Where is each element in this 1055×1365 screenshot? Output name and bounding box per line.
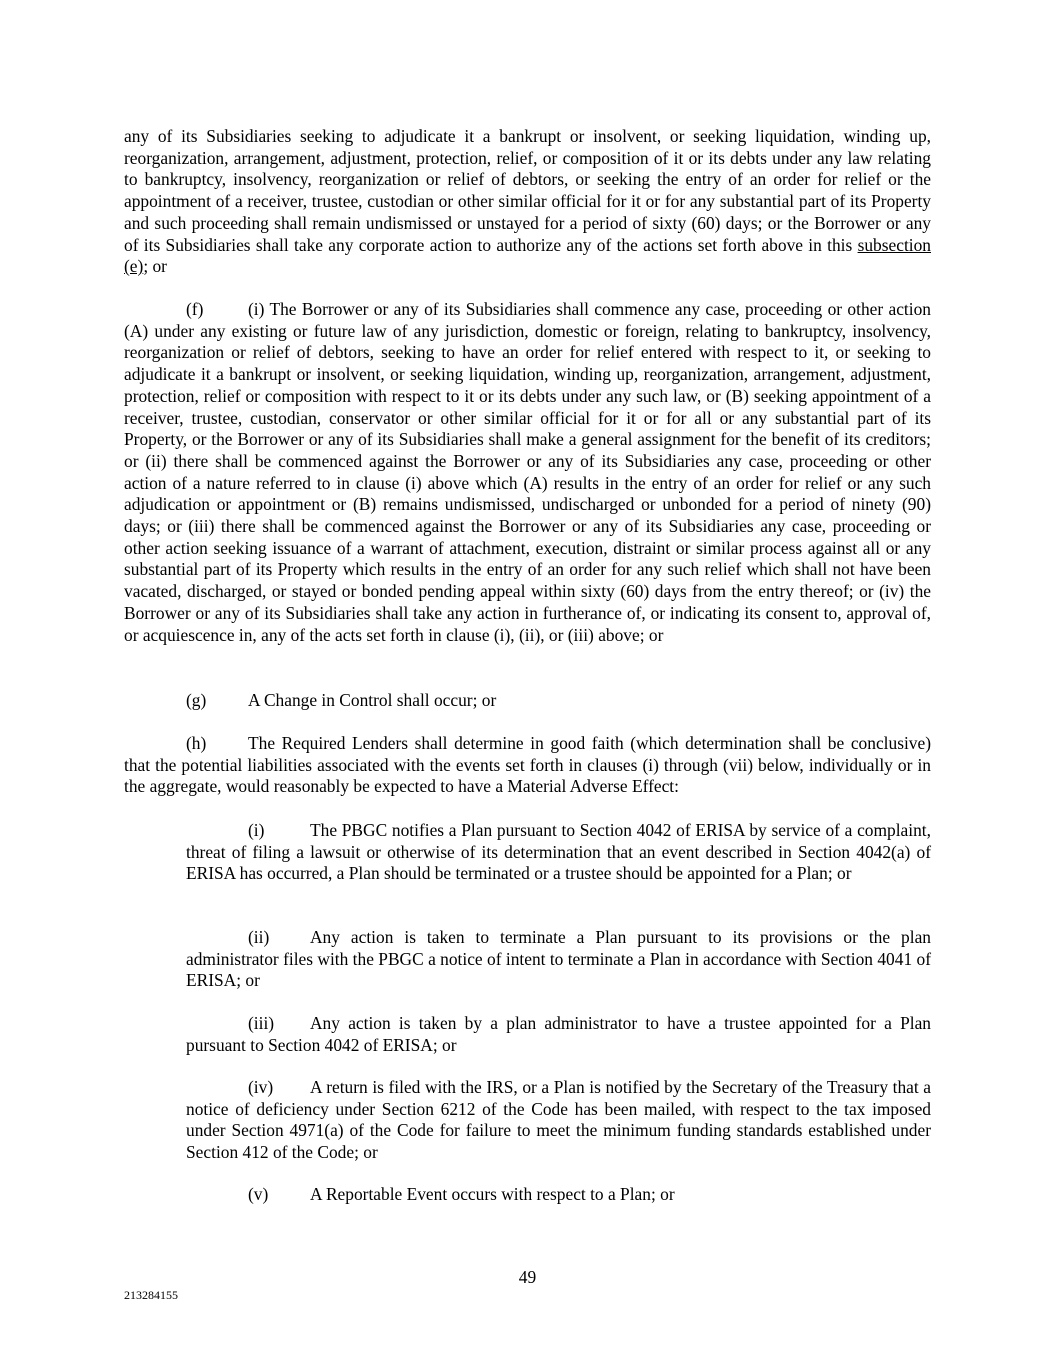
- paragraph-g: [124, 690, 931, 712]
- paragraph-e-text: any of its Subsidiaries seeking to adjudicate it a bankrupt or insolvent, or seeking liquidation, winding up, reorganization, arrangement, adjustment, protection, relief, or composition of it or its debts under any law relating to bankruptcy, insolvency, reorganization or relief of debtors, or seeking the entry of an order for relief or the appointment of a receiver, trustee, custodian or other similar official for it or for any substantial part of its Property and such proceeding shall remain undismissed or unstayed for a period of sixty (60) days; or the Borrower or any of its Subsidiaries shall take any corporate action to authorize any of the actions set forth above in this: [124, 126, 931, 255]
- paragraph-e-continuation: [124, 126, 931, 278]
- clause-h-i: [186, 820, 931, 885]
- clause-h-v: [186, 1184, 931, 1206]
- paragraph-f-label: (f): [186, 299, 204, 319]
- paragraph-h-text: The Required Lenders shall determine in good faith (which determination shall be conclusive) that the potential liabilities associated with the events set forth in clauses (i) through (vii) below, individually or in the aggregate, would reasonably be expected to have a Material Adverse Effect:: [124, 733, 931, 797]
- paragraph-h: [124, 733, 931, 798]
- paragraph-e-end: ; or: [143, 256, 167, 277]
- clause-h-iv-text: A return is filed with the IRS, or a Plan is notified by the Secretary of the Treasury that a notice of deficiency under Section 6212 of the Code has been mailed, with respect to the tax imposed under Section 4971(a) of the Code for failure to meet the minimum funding standards established under Section 412 of the Code; or: [186, 1077, 931, 1163]
- clause-h-v-text: A Reportable Event occurs with respect to a Plan; or: [310, 1184, 675, 1204]
- clause-h-i-label: (i): [248, 820, 265, 840]
- clause-h-iii: [186, 1013, 931, 1056]
- clause-h-v-label: (v): [248, 1184, 269, 1204]
- paragraph-g-text: A Change in Control shall occur; or: [248, 690, 497, 710]
- clause-h-ii: [186, 927, 931, 992]
- paragraph-g-label: (g): [186, 690, 207, 710]
- clause-h-iv: [186, 1077, 931, 1164]
- clause-h-ii-text: Any action is taken to terminate a Plan pursuant to its provisions or the plan administrator files with the PBGC a notice of intent to terminate a Plan in accordance with Section 4041 of ERISA; or: [186, 927, 931, 991]
- clause-h-iii-text: Any action is taken by a plan administrator to have a trustee appointed for a Plan pursuant to Section 4042 of ERISA; or: [186, 1013, 931, 1055]
- clause-h-iii-label: (iii): [248, 1013, 275, 1033]
- page-number: 49: [518, 1267, 537, 1287]
- document-id: 213284155: [124, 1288, 178, 1302]
- paragraph-f: [124, 299, 931, 646]
- paragraph-f-text: (i) The Borrower or any of its Subsidiaries shall commence any case, proceeding or other action (A) under any existing or future law of any jurisdiction, domestic or foreign, relating to bankruptcy, insolvency, reorganization or relief of debtors, seeking to have an order for relief entered with respect to it, or seeking to adjudicate it a bankrupt or insolvent, or seeking liquidation, winding up, reorganization, arrangement, adjustment, protection, relief or composition with respect to it or its debts under any such law, or (B) seeking appointment of a receiver, trustee, custodian, conservator or other similar official for it or for all or any substantial part of its Property, or the Borrower or any of its Subsidiaries shall make a general assignment for the benefit of its creditors; or (ii) there shall be commenced against the Borrower or any of its Subsidiaries any case, proceeding or other action of a nature referred to in clause (i) above which (A) results in the entry of an order for relief or any such adjudication or appointment or (B) remains undismissed, undischarged or unbonded for a period of ninety (90) days; or (iii) there shall be commenced against the Borrower or any of its Subsidiaries any case, proceeding or other action seeking issuance of a warrant of attachment, execution, distraint or similar process against all or any substantial part of its Property which results in the entry of an order for any such relief which shall not have been vacated, discharged, or stayed or bonded pending appeal within sixty (60) days from the entry thereof; or (iv) the Borrower or any of its Subsidiaries shall take any action in furtherance of, or indicating its consent to, approval of, or acquiescence in, any of the acts set forth in clause (i), (ii), or (iii) above; or: [124, 299, 931, 645]
- clause-h-iv-label: (iv): [248, 1077, 274, 1097]
- clause-h-ii-label: (ii): [248, 927, 270, 947]
- clause-h-i-text: The PBGC notifies a Plan pursuant to Section 4042 of ERISA by service of a complaint, threat of filing a lawsuit or otherwise of its determination that an event described in Section 4042(a) of ERISA has occurred, a Plan should be terminated or a trustee should be appointed for a Plan; or: [186, 820, 931, 884]
- paragraph-h-label: (h): [186, 733, 207, 753]
- subsection-e-reference: subsection (e): [124, 234, 931, 277]
